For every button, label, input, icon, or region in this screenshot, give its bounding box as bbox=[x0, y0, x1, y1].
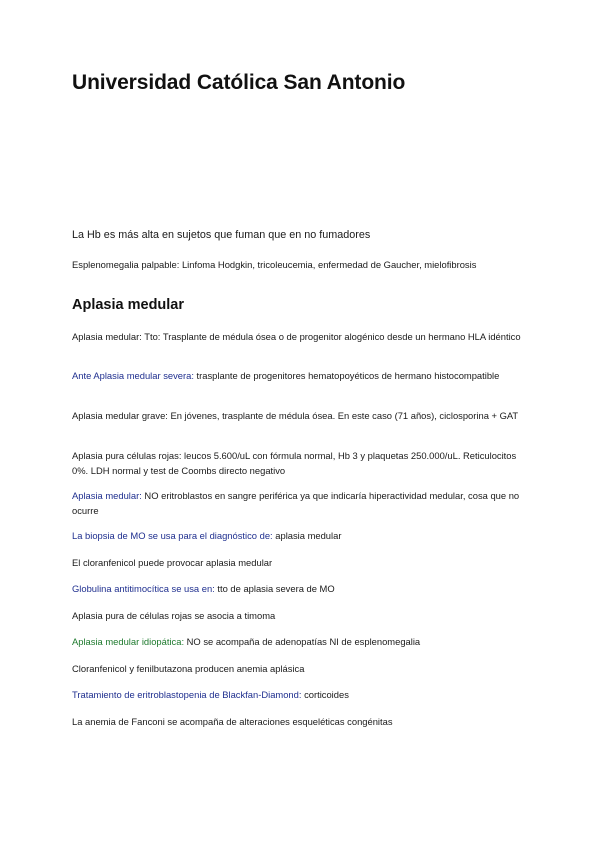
note-text: corticoides bbox=[301, 689, 349, 700]
note-text: Cloranfenicol y fenilbutazona producen anemia aplásica bbox=[72, 663, 305, 674]
section-heading: Aplasia medular bbox=[72, 297, 185, 313]
note-item bbox=[72, 661, 532, 676]
note-text: Aplasia medular: Tto: Trasplante de médula ósea o de progenitor alogénico desde un hermano HLA idéntico bbox=[72, 331, 521, 342]
note-item bbox=[72, 448, 532, 478]
note-text: aplasia medular bbox=[272, 530, 342, 541]
note-text: trasplante de progenitores hematopoyéticos de hermano histocompatible bbox=[193, 370, 500, 381]
note-text: Aplasia pura de células rojas se asocia a timoma bbox=[72, 610, 276, 621]
note-item bbox=[72, 608, 532, 623]
note-item bbox=[72, 408, 532, 423]
note-item bbox=[72, 581, 532, 596]
note-text: La anemia de Fanconi se acompaña de alteraciones esqueléticas congénitas bbox=[72, 716, 393, 727]
intro-paragraph-2: Esplenomegalia palpable: Linfoma Hodgkin, tricoleucemia, enfermedad de Gaucher, mielofibrosis bbox=[72, 259, 477, 270]
note-item bbox=[72, 687, 532, 702]
note-lead: Aplasia medular idiopática: bbox=[72, 636, 185, 647]
note-lead: Ante Aplasia medular severa: bbox=[72, 370, 194, 381]
note-item bbox=[72, 368, 532, 383]
note-text: Aplasia medular grave: En jóvenes, trasplante de médula ósea. En este caso (71 años), ciclosporina + GAT bbox=[72, 410, 519, 421]
note-item bbox=[72, 329, 532, 344]
note-text: NO eritroblastos en sangre periférica ya que indicaría hiperactividad medular, cosa que no ocurre bbox=[72, 490, 520, 516]
note-lead: Tratamiento de eritroblastopenia de Blackfan-Diamond: bbox=[72, 689, 302, 700]
note-item bbox=[72, 714, 532, 729]
note-item bbox=[72, 488, 532, 518]
note-item bbox=[72, 634, 532, 649]
note-lead: Aplasia medular: bbox=[72, 490, 142, 501]
note-text: NO se acompaña de adenopatías NI de esplenomegalia bbox=[184, 636, 421, 647]
note-text: tto de aplasia severa de MO bbox=[214, 583, 335, 594]
note-text: Aplasia pura células rojas: leucos 5.600/uL con fórmula normal, Hb 3 y plaquetas 250.000/uL. Reticulocitos 0%. LDH normal y test de Coombs directo negativo bbox=[72, 450, 517, 476]
note-text: El cloranfenicol puede provocar aplasia medular bbox=[72, 557, 273, 568]
note-lead: La biopsia de MO se usa para el diagnóstico de: bbox=[72, 530, 273, 541]
note-item bbox=[72, 528, 532, 543]
document-title: Universidad Católica San Antonio bbox=[72, 71, 406, 94]
note-lead: Globulina antitimocítica se usa en: bbox=[72, 583, 215, 594]
note-item bbox=[72, 555, 532, 570]
intro-paragraph-1: La Hb es más alta en sujetos que fuman que en no fumadores bbox=[72, 229, 371, 241]
